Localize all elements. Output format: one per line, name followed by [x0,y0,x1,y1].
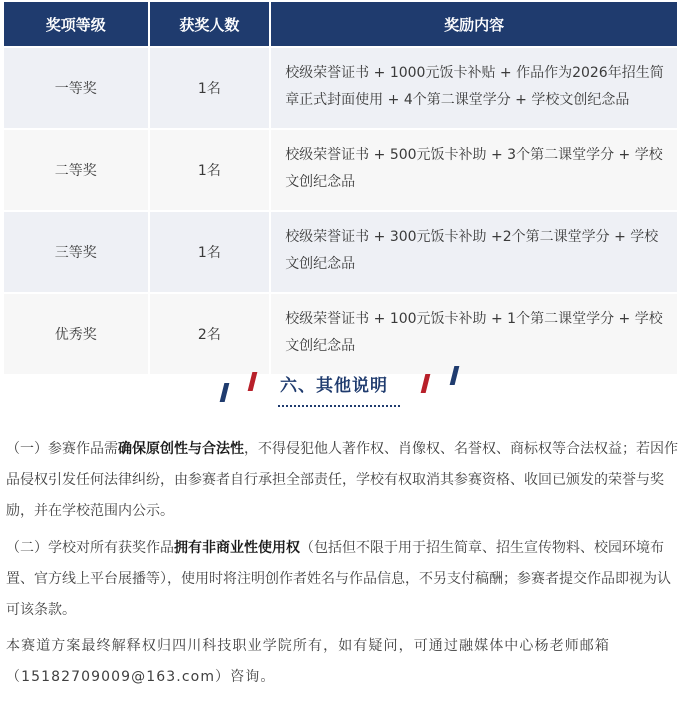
paragraph-text: （一）参赛作品需 [6,441,118,457]
title-underline [278,405,400,407]
table-row [4,130,677,210]
header-level: 奖项等级 [4,2,148,46]
cell-count: 1名 [150,130,270,210]
deco-stripe-icon [450,366,460,385]
paragraph-originality [6,434,678,527]
section-heading [0,363,682,423]
table-row [4,294,677,374]
deco-stripe-icon [421,374,431,393]
paragraph-text: ，不得侵犯他人著作权、肖像权、名誉权、商标权等合法权益；若因作品侵权引发任何法律纠纷，由参赛者自行承担全部责任，学校有权取消其参赛资格、收回已颁发的荣誉与奖励，并在学校范围内公示。 [6,441,678,519]
paragraph-text: （二）学校对所有获奖作品 [6,540,174,556]
cell-level: 一等奖 [4,48,148,128]
cell-level: 三等奖 [4,212,148,292]
deco-stripe-icon [248,372,258,391]
cell-reward: 校级荣誉证书 + 300元饭卡补助 +2个第二课堂学分 + 学校文创纪念品 [271,212,677,292]
cell-count: 2名 [150,294,270,374]
paragraph-emphasis: 确保原创性与合法性 [118,441,244,457]
award-table [2,0,679,376]
cell-count: 1名 [150,48,270,128]
cell-count: 1名 [150,212,270,292]
table-row [4,212,677,292]
table-header-row [4,2,677,46]
paragraph-emphasis: 拥有非商业性使用权 [174,540,300,556]
cell-level: 优秀奖 [4,294,148,374]
cell-level: 二等奖 [4,130,148,210]
section-title: 六、其他说明 [280,376,388,396]
deco-stripe-icon [220,383,230,402]
header-count: 获奖人数 [150,2,270,46]
paragraph-text: （包括但不限于用于招生简章、招生宣传物料、校园环境布置、官方线上平台展播等），使用时将注明创作者姓名与作品信息，不另支付稿酬；参赛者提交作品即视为认可该条款。 [6,540,671,618]
cell-reward: 校级荣誉证书 + 500元饭卡补助 + 3个第二课堂学分 + 学校文创纪念品 [271,130,677,210]
paragraph-interpretation: 本赛道方案最终解释权归四川科技职业学院所有，如有疑问，可通过融媒体中心杨老师邮箱（15182709009@163.com）咨询。 [6,638,610,685]
table-row [4,48,677,128]
header-reward: 奖励内容 [271,2,677,46]
cell-reward: 校级荣誉证书 + 1000元饭卡补贴 + 作品作为2026年招生简章正式封面使用 + 4个第二课堂学分 + 学校文创纪念品 [271,48,677,128]
paragraph-usage-rights [6,533,678,626]
cell-reward: 校级荣誉证书 + 100元饭卡补助 + 1个第二课堂学分 + 学校文创纪念品 [271,294,677,374]
